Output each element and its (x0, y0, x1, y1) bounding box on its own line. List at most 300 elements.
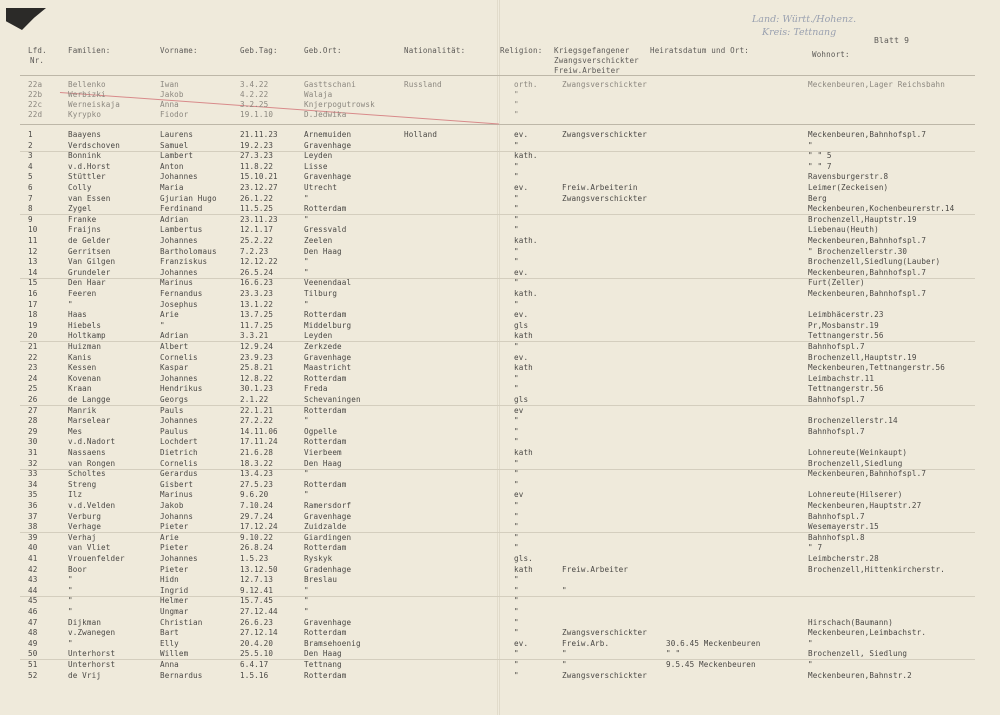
cell-religion: kath (514, 331, 533, 341)
cell-residence: Brochenzell,Hittenkircherstr. (808, 564, 945, 574)
header-kategorie-2: Zwangsverschickter (554, 56, 639, 65)
cell-residence: Bahnhofspl.7 (808, 342, 865, 351)
cell-birth-place: Gasttschani (304, 80, 356, 89)
cell-first-name: Gerardus (160, 469, 198, 479)
cell-birth-place: Rotterdam (304, 437, 347, 447)
cell-religion: " (514, 257, 519, 267)
cell-family-name: Ilz (68, 490, 83, 500)
cell-birth-date: 30.1.23 (240, 384, 274, 394)
cell-residence: Meckenbeuren,Bahnstr.2 (808, 670, 912, 680)
cell-residence: Tettnangerstr.56 (808, 331, 884, 341)
cell-family-name: Streng (68, 479, 97, 489)
cell-religion: kath (514, 448, 533, 457)
cell-birth-place: Rotterdam (304, 204, 347, 214)
cell-row-number: 22c (28, 100, 43, 109)
cell-religion: " (514, 501, 519, 510)
cell-birth-place: Walaja (304, 90, 333, 99)
cell-birth-place: Gradenhage (304, 564, 352, 574)
cell-first-name: Johannes (160, 172, 198, 182)
cell-birth-place: Rotterdam (304, 543, 347, 553)
cell-family-name: Verdschoven (68, 140, 120, 150)
cell-family-name: Scholtes (68, 469, 106, 479)
cell-religion: " (514, 617, 519, 627)
cell-birth-place: " (304, 490, 309, 500)
header-religion: Religion: (500, 46, 543, 55)
cell-religion: " (514, 469, 519, 479)
cell-family-name: Kovenan (68, 373, 102, 383)
cell-residence: Meckenbeuren,Bahnhofspl.7 (808, 289, 927, 298)
cell-birth-place: Gravenhage (304, 511, 352, 521)
cell-first-name: Franziskus (160, 257, 208, 267)
cell-birth-date: 22.1.21 (240, 405, 274, 415)
cell-row-number: 41 (28, 554, 38, 563)
cell-row-number: 26 (28, 395, 38, 404)
cell-birth-place: Lisse (304, 161, 328, 171)
cell-birth-place: Den Haag (304, 458, 342, 468)
cell-religion: " (514, 649, 519, 659)
cell-family-name: Marselear (68, 416, 111, 426)
cell-row-number: 47 (28, 617, 38, 627)
cell-religion: kath. (514, 236, 538, 245)
cell-birth-date: 7.10.24 (240, 501, 274, 510)
cell-birth-date: 19.1.10 (240, 110, 274, 119)
cell-birth-place: Rotterdam (304, 670, 347, 680)
cell-row-number: 25 (28, 384, 38, 394)
cell-first-name: Laurens (160, 130, 194, 139)
cell-category: Zwangsverschickter (562, 628, 647, 638)
cell-first-name: Kaspar (160, 363, 189, 373)
cell-row-number: 1 (28, 130, 33, 139)
cell-birth-place: " (304, 607, 309, 616)
cell-birth-date: 3.2.25 (240, 100, 269, 109)
cell-row-number: 48 (28, 628, 38, 638)
cell-residence: Bahnhofspl.8 (808, 532, 865, 542)
cell-birth-date: 13.1.22 (240, 299, 274, 309)
cell-birth-date: 1.5.16 (240, 670, 269, 680)
cell-family-name: van Vliet (68, 543, 111, 553)
cell-first-name: Pieter (160, 543, 189, 553)
cell-residence: " (808, 638, 813, 648)
cell-first-name: Bartholomaus (160, 246, 217, 256)
cell-religion: ev (514, 490, 524, 500)
cell-category: " (562, 660, 567, 669)
cell-category: Zwangsverschickter (562, 193, 647, 203)
cell-first-name: Anna (160, 100, 179, 109)
cell-religion: " (514, 511, 519, 521)
cell-religion: ev. (514, 267, 529, 277)
cell-birth-place: Knjerpogutrowsk (304, 100, 375, 109)
cell-religion: ev. (514, 352, 529, 362)
cell-family-name: de Langge (68, 395, 111, 404)
cell-birth-date: 3.3.21 (240, 331, 269, 341)
cell-first-name: " (160, 320, 165, 330)
cell-row-number: 36 (28, 501, 38, 510)
cell-religion: ev. (514, 638, 529, 648)
cell-family-name: Huizman (68, 342, 102, 351)
cell-birth-place: Zeelen (304, 236, 333, 245)
cell-first-name: Anna (160, 660, 179, 669)
cell-birth-place: Breslau (304, 575, 338, 585)
cell-residence: " " 7 (808, 161, 832, 171)
cell-residence: Bahnhofspl.7 (808, 395, 865, 404)
cell-family-name: Werneiskaja (68, 100, 120, 109)
header-familienname: Familien: (68, 46, 111, 55)
cell-birth-place: Rotterdam (304, 628, 347, 638)
cell-birth-place: Ogpelle (304, 426, 338, 436)
cell-birth-date: 20.4.20 (240, 638, 274, 648)
cell-family-name: Fraijns (68, 225, 102, 235)
cell-first-name: Ingrid (160, 585, 189, 595)
cell-first-name: Johannes (160, 267, 198, 277)
cell-birth-date: 23.11.23 (240, 214, 278, 224)
cell-birth-date: 3.4.22 (240, 80, 269, 89)
cell-family-name: Haas (68, 310, 87, 320)
cell-family-name: v.d.Nadort (68, 437, 116, 447)
cell-first-name: Fiodor (160, 110, 189, 119)
cell-birth-date: 27.3.23 (240, 151, 274, 161)
cell-category: Zwangsverschickter (562, 80, 647, 89)
cell-first-name: Cornelis (160, 352, 198, 362)
cell-birth-place: " (304, 416, 309, 426)
cell-first-name: Cornelis (160, 458, 198, 468)
cell-family-name: Holtkamp (68, 331, 106, 341)
cell-birth-date: 2.1.22 (240, 395, 269, 404)
cell-first-name: Dietrich (160, 448, 198, 457)
cell-birth-place: Utrecht (304, 183, 338, 192)
cell-row-number: 11 (28, 236, 38, 245)
cell-family-name: van Rongen (68, 458, 116, 468)
cell-first-name: Georgs (160, 395, 189, 404)
cell-religion: kath (514, 564, 533, 574)
cell-marriage: 30.6.45 Meckenbeuren (666, 638, 761, 648)
cell-first-name: Jakob (160, 501, 184, 510)
cell-first-name: Bart (160, 628, 179, 638)
cell-category: Zwangsverschickter (562, 670, 647, 680)
cell-row-number: 28 (28, 416, 38, 426)
cell-birth-place: " (304, 596, 309, 606)
cell-birth-place: Veenendaal (304, 278, 352, 288)
cell-first-name: Arie (160, 532, 179, 542)
cell-family-name: Dijkman (68, 617, 102, 627)
sheet-label: Blatt 9 (874, 36, 910, 45)
cell-religion: kath. (514, 289, 538, 298)
cell-row-number: 17 (28, 299, 38, 309)
cell-birth-place: Rotterdam (304, 479, 347, 489)
cell-religion: " (514, 670, 519, 680)
cell-residence: Brochenzell,Hauptstr.19 (808, 352, 917, 362)
cell-first-name: Johannes (160, 554, 198, 563)
cell-birth-place: Rotterdam (304, 310, 347, 320)
cell-family-name: Mes (68, 426, 83, 436)
cell-birth-place: " (304, 469, 309, 479)
cell-birth-date: 12.9.24 (240, 342, 274, 351)
cell-row-number: 44 (28, 585, 38, 595)
cell-religion: ev. (514, 310, 529, 320)
cell-residence: Meckenbeuren,Bahnhofspl.7 (808, 130, 927, 139)
cell-family-name: Werbizki (68, 90, 106, 99)
cell-birth-place: Schevaningen (304, 395, 361, 404)
cell-religion: " (514, 416, 519, 426)
cell-row-number: 19 (28, 320, 38, 330)
header-heirat: Heiratsdatum und Ort: (650, 46, 750, 55)
header-kategorie-1: Kriegsgefangener (554, 46, 630, 55)
cell-birth-date: 15.7.45 (240, 596, 274, 606)
cell-first-name: Ungmar (160, 607, 189, 616)
cell-row-number: 34 (28, 479, 38, 489)
header-nationalitaet: Nationalität: (404, 46, 466, 55)
cell-residence: " Brochenzellerstr.30 (808, 246, 908, 256)
cell-family-name: Feeren (68, 289, 97, 298)
cell-row-number: 45 (28, 596, 38, 606)
cell-birth-date: 27.12.44 (240, 607, 278, 616)
cell-birth-place: Ryskyk (304, 554, 333, 563)
cell-row-number: 14 (28, 267, 38, 277)
cell-religion: " (514, 342, 519, 351)
cell-residence: Pr,Mosbanstr.19 (808, 320, 879, 330)
cell-row-number: 50 (28, 649, 38, 659)
cell-row-number: 37 (28, 511, 38, 521)
cell-row-number: 22 (28, 352, 38, 362)
cell-first-name: Adrian (160, 214, 189, 224)
cell-residence: " " 5 (808, 151, 832, 161)
cell-first-name: Johanns (160, 511, 194, 521)
cell-residence: Hirschach(Baumann) (808, 617, 893, 627)
cell-residence: Meckenbeuren,Bahnhofspl.7 (808, 267, 927, 277)
cell-row-number: 10 (28, 225, 38, 235)
cell-birth-date: 19.2.23 (240, 140, 274, 150)
cell-first-name: Pieter (160, 522, 189, 532)
cell-religion: " (514, 225, 519, 235)
cell-residence: Bahnhofspl.7 (808, 426, 865, 436)
cell-birth-date: 12.1.17 (240, 225, 274, 235)
cell-first-name: Pieter (160, 564, 189, 574)
cell-row-number: 39 (28, 532, 38, 542)
cell-residence: Brochenzell,Hauptstr.19 (808, 214, 917, 224)
cell-row-number: 15 (28, 278, 38, 288)
cell-birth-place: Leyden (304, 331, 333, 341)
cell-first-name: Gisbert (160, 479, 194, 489)
cell-first-name: Johannes (160, 236, 198, 245)
cell-birth-date: 13.12.50 (240, 564, 278, 574)
cell-category: Freiw.Arb. (562, 638, 610, 648)
cell-religion: " (514, 543, 519, 553)
cell-residence: Tettnangerstr.56 (808, 384, 884, 394)
cell-residence: Ravensburgerstr.8 (808, 172, 889, 182)
cell-religion: " (514, 140, 519, 150)
cell-first-name: Ferdinand (160, 204, 203, 214)
header-nr: Nr. (30, 56, 45, 65)
cell-first-name: Paulus (160, 426, 189, 436)
cell-residence: Leimbachstr.11 (808, 373, 875, 383)
cell-birth-place: D.Jedwika (304, 110, 347, 119)
cell-birth-date: 11.8.22 (240, 161, 274, 171)
cell-residence: Leimbcherstr.28 (808, 554, 879, 563)
cell-marriage: 9.5.45 Meckenbeuren (666, 660, 756, 669)
cell-first-name: Hidn (160, 575, 179, 585)
cell-birth-date: 17.12.24 (240, 522, 278, 532)
cell-row-number: 6 (28, 183, 33, 192)
cell-religion: " (514, 193, 519, 203)
cell-row-number: 20 (28, 331, 38, 341)
cell-first-name: Maria (160, 183, 184, 192)
cell-row-number: 4 (28, 161, 33, 171)
cell-family-name: v.Zwanegen (68, 628, 116, 638)
cell-family-name: Verburg (68, 511, 102, 521)
cell-residence: Meckenbeuren,Lager Reichsbahn (808, 80, 945, 89)
cell-residence: Wesemayerstr.15 (808, 522, 879, 532)
cell-birth-place: Bramsehoenig (304, 638, 361, 648)
cell-religion: " (514, 660, 519, 669)
page-fold (497, 0, 500, 715)
cell-birth-date: 1.5.23 (240, 554, 269, 563)
cell-family-name: van Essen (68, 193, 111, 203)
cell-birth-place: Gravenhage (304, 352, 352, 362)
cell-family-name: " (68, 638, 73, 648)
cell-family-name: Bellenko (68, 80, 106, 89)
cell-birth-place: Den Haag (304, 246, 342, 256)
cell-family-name: " (68, 585, 73, 595)
cell-religion: orth. (514, 80, 538, 89)
cell-religion: " (514, 278, 519, 288)
cell-religion: " (514, 458, 519, 468)
cell-religion: " (514, 172, 519, 182)
cell-birth-date: 4.2.22 (240, 90, 269, 99)
cell-row-number: 27 (28, 405, 38, 415)
cell-first-name: Willem (160, 649, 189, 659)
cell-birth-date: 14.11.06 (240, 426, 278, 436)
cell-birth-place: Gressvald (304, 225, 347, 235)
cell-category: Freiw.Arbeiter (562, 564, 629, 574)
cell-first-name: Bernardus (160, 670, 203, 680)
cell-first-name: Christian (160, 617, 203, 627)
cell-birth-place: Freda (304, 384, 328, 394)
cell-row-number: 5 (28, 172, 33, 182)
cell-family-name: Van Gilgen (68, 257, 116, 267)
cell-birth-place: " (304, 585, 309, 595)
cell-religion: " (514, 522, 519, 532)
cell-birth-date: 27.12.14 (240, 628, 278, 638)
cell-birth-place: " (304, 214, 309, 224)
cell-first-name: Adrian (160, 331, 189, 341)
cell-residence: Meckenbeuren,Hauptstr.27 (808, 501, 922, 510)
cell-family-name: Zygel (68, 204, 92, 214)
cell-religion: " (514, 575, 519, 585)
cell-family-name: Verhage (68, 522, 102, 532)
cell-residence: Brochenzell, Siedlung (808, 649, 908, 659)
cell-birth-date: 7.2.23 (240, 246, 269, 256)
cell-birth-place: Gravenhage (304, 172, 352, 182)
cell-birth-date: 12.7.13 (240, 575, 274, 585)
cell-first-name: Samuel (160, 140, 189, 150)
cell-first-name: Johannes (160, 373, 198, 383)
header-vorname: Vorname: (160, 46, 198, 55)
cell-birth-date: 9.6.20 (240, 490, 269, 500)
handwritten-note-land: Land: Württ./Hohenz. (752, 14, 857, 25)
cell-religion: " (514, 110, 519, 119)
cell-birth-place: " (304, 193, 309, 203)
cell-family-name: v.d.Velden (68, 501, 116, 510)
cell-family-name: Unterhorst (68, 660, 116, 669)
cell-birth-date: 16.6.23 (240, 278, 274, 288)
cell-row-number: 22b (28, 90, 43, 99)
cell-category: " (562, 649, 567, 659)
torn-corner (6, 8, 46, 30)
cell-residence: Leimbhäcerstr.23 (808, 310, 884, 320)
cell-birth-date: 9.10.22 (240, 532, 274, 542)
cell-birth-place: Giardingen (304, 532, 352, 542)
cell-religion: " (514, 532, 519, 542)
cell-residence: " 7 (808, 543, 823, 553)
cell-family-name: Franke (68, 214, 97, 224)
cell-religion: " (514, 373, 519, 383)
cell-first-name: Gjurian Hugo (160, 193, 217, 203)
cell-birth-date: 17.11.24 (240, 437, 278, 447)
cell-religion: " (514, 607, 519, 616)
cell-family-name: " (68, 607, 73, 616)
cell-birth-place: Den Haag (304, 649, 342, 659)
cell-residence: Lohnereute(Weinkaupt) (808, 448, 908, 457)
cell-birth-date: 26.5.24 (240, 267, 274, 277)
cell-religion: " (514, 100, 519, 109)
cell-first-name: Helmer (160, 596, 189, 606)
cell-birth-place: Maastricht (304, 363, 352, 373)
cell-family-name: Baayens (68, 130, 102, 139)
cell-row-number: 40 (28, 543, 38, 553)
cell-birth-date: 23.3.23 (240, 289, 274, 298)
cell-birth-date: 26.1.22 (240, 193, 274, 203)
cell-residence: " (808, 660, 813, 669)
cell-first-name: Lambertus (160, 225, 203, 235)
cell-birth-place: Tettnang (304, 660, 342, 669)
cell-first-name: Marinus (160, 490, 194, 500)
cell-row-number: 21 (28, 342, 38, 351)
cell-row-number: 38 (28, 522, 38, 532)
cell-residence: Berg (808, 193, 827, 203)
cell-birth-date: 23.9.23 (240, 352, 274, 362)
cell-religion: " (514, 628, 519, 638)
cell-residence: Brochenzell,Siedlung(Lauber) (808, 257, 941, 267)
cell-birth-date: 15.10.21 (240, 172, 278, 182)
cell-birth-place: Ramersdorf (304, 501, 352, 510)
cell-row-number: 22a (28, 80, 43, 89)
cell-family-name: " (68, 299, 73, 309)
cell-family-name: Kessen (68, 363, 97, 373)
cell-religion: " (514, 596, 519, 606)
cell-religion: gls (514, 320, 529, 330)
cell-first-name: Fernandus (160, 289, 203, 298)
cell-residence: Meckenbeuren,Tettnangerstr.56 (808, 363, 945, 373)
cell-religion: " (514, 246, 519, 256)
cell-religion: " (514, 585, 519, 595)
cell-residence: " (808, 140, 813, 150)
cell-birth-date: 21.6.28 (240, 448, 274, 457)
cell-family-name: Verhaj (68, 532, 97, 542)
cell-religion: " (514, 299, 519, 309)
cell-residence: Meckenbeuren,Bahnhofspl.7 (808, 236, 927, 245)
cell-residence: Brochenzell,Siedlung (808, 458, 903, 468)
cell-birth-date: 13.4.23 (240, 469, 274, 479)
cell-birth-place: " (304, 257, 309, 267)
cell-row-number: 31 (28, 448, 38, 457)
cell-family-name: Boor (68, 564, 87, 574)
cell-first-name: Johannes (160, 416, 198, 426)
cell-residence: Meckenbeuren,Bahnhofspl.7 (808, 469, 927, 479)
cell-family-name: Kyrypko (68, 110, 102, 119)
cell-residence: Furt(Zeller) (808, 278, 865, 288)
cell-first-name: Pauls (160, 405, 184, 415)
cell-row-number: 8 (28, 204, 33, 214)
cell-birth-date: 9.12.41 (240, 585, 274, 595)
